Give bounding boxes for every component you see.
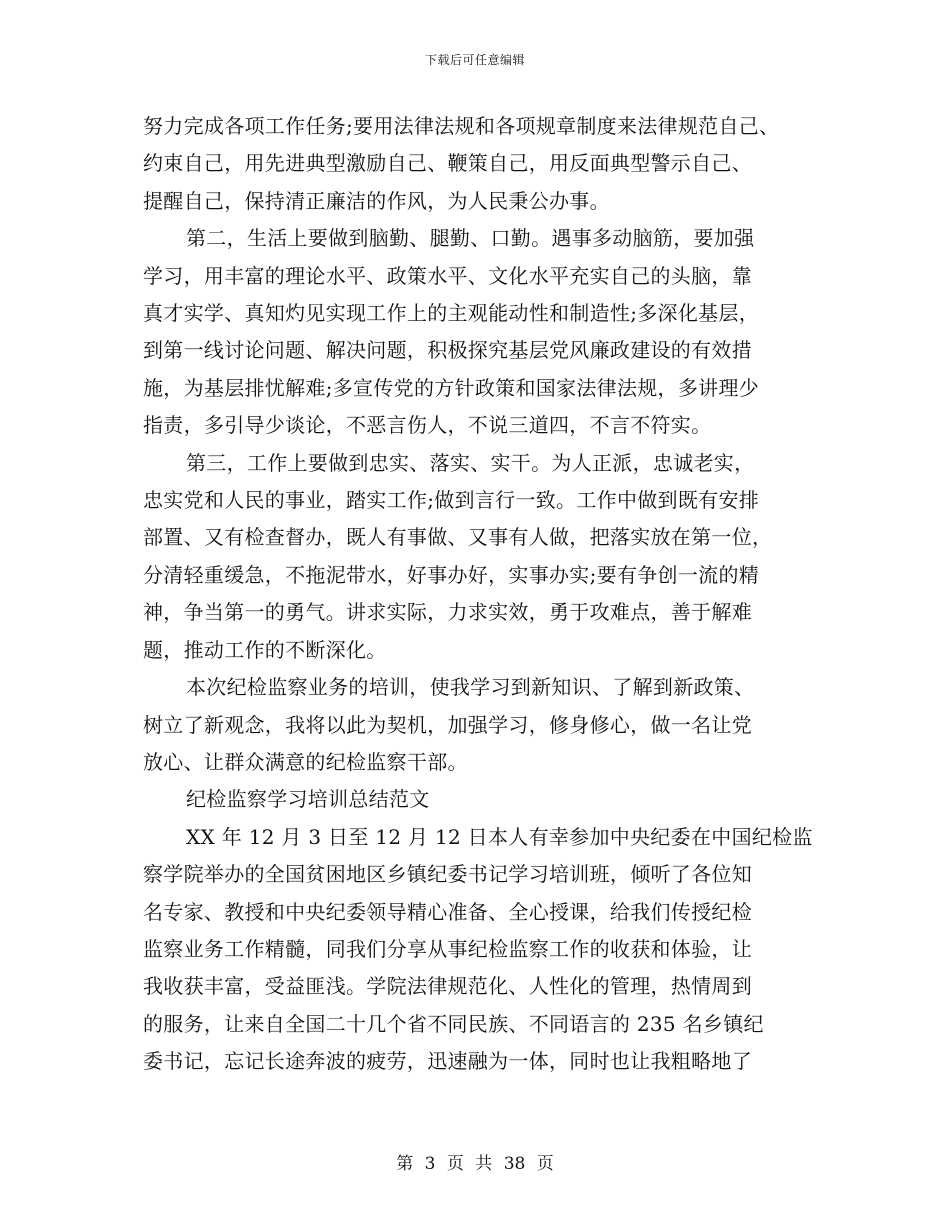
text-line: 忠实党和人民的事业，踏实工作;做到言行一致。工作中做到既有安排 (143, 488, 760, 513)
text-line: 名专家、教授和中央纪委领导精心准备、全心授课，给我们传授纪检 (143, 899, 752, 924)
text-line: 监察业务工作精髓，同我们分享从事纪检监察工作的收获和体验，让 (143, 936, 752, 961)
text-line: 部置、又有检查督办，既人有事做、又事有人做，把落实放在第一位， (143, 525, 773, 550)
document-body (143, 108, 813, 1081)
text-line: 察学院举办的全国贫困地区乡镇纪委书记学习培训班，倾听了各位知 (143, 862, 752, 887)
paragraph-start-line: XX 年 12 月 3 日至 12 月 12 日本人有幸参加中央纪委在中国纪检监 (186, 824, 813, 849)
page-number-footer: 第 3 页 共 38 页 (396, 1154, 554, 1174)
text-line: 施，为基层排忧解难;多宣传党的方针政策和国家法律法规，多讲理少 (143, 375, 760, 400)
text-line: 提醒自己，保持清正廉洁的作风，为人民秉公办事。 (143, 188, 610, 213)
paragraph-start-line: 第三，工作上要做到忠实、落实、实干。为人正派，忠诚老实， (186, 450, 755, 475)
text-line: 题，推动工作的不断深化。 (143, 637, 387, 662)
text-line: 神，争当第一的勇气。讲求实际，力求实效，勇于攻难点，善于解难 (143, 600, 752, 625)
page-header: 下载后可任意编辑 (424, 53, 525, 67)
text-line: 努力完成各项工作任务;要用法律法规和各项规章制度来法律规范自己、 (143, 114, 780, 138)
paragraph-start-line: 第二，生活上要做到脑勤、腿勤、口勤。遇事多动脑筋，要加强 (186, 226, 755, 251)
text-line: 指责，多引导少谈论，不恶言伤人，不说三道四，不言不符实。 (143, 413, 712, 438)
text-line: 我收获丰富，受益匪浅。学院法律规范化、人性化的管理，热情周到 (143, 974, 752, 999)
text-line: 约束自己，用先进典型激励自己、鞭策自己，用反面典型警示自己、 (143, 151, 752, 176)
text-line: 放心、让群众满意的纪检监察干部。 (143, 749, 468, 774)
text-line: 学习，用丰富的理论水平、政策水平、文化水平充实自己的头脑，靠 (143, 263, 752, 288)
text-line: 分清轻重缓急，不拖泥带水，好事办好，实事办实;要有争创一流的精 (143, 562, 760, 587)
text-line: 树立了新观念，我将以此为契机，加强学习，修身修心，做一名让党 (143, 712, 752, 737)
text-line: 到第一线讨论问题、解决问题，积极探究基层党风廉政建设的有效措 (143, 338, 752, 363)
section-heading: 纪检监察学习培训总结范文 (186, 787, 430, 812)
paragraph-start-line: 本次纪检监察业务的培训，使我学习到新知识、了解到新政策、 (186, 675, 755, 700)
text-line: 真才实学、真知灼见实现工作上的主观能动性和制造性;多深化基层， (143, 301, 760, 326)
text-line: 的服务，让来自全国二十几个省不同民族、不同语言的 235 名乡镇纪 (143, 1011, 764, 1036)
text-line: 委书记，忘记长途奔波的疲劳，迅速融为一体，同时也让我粗略地了 (143, 1049, 752, 1074)
